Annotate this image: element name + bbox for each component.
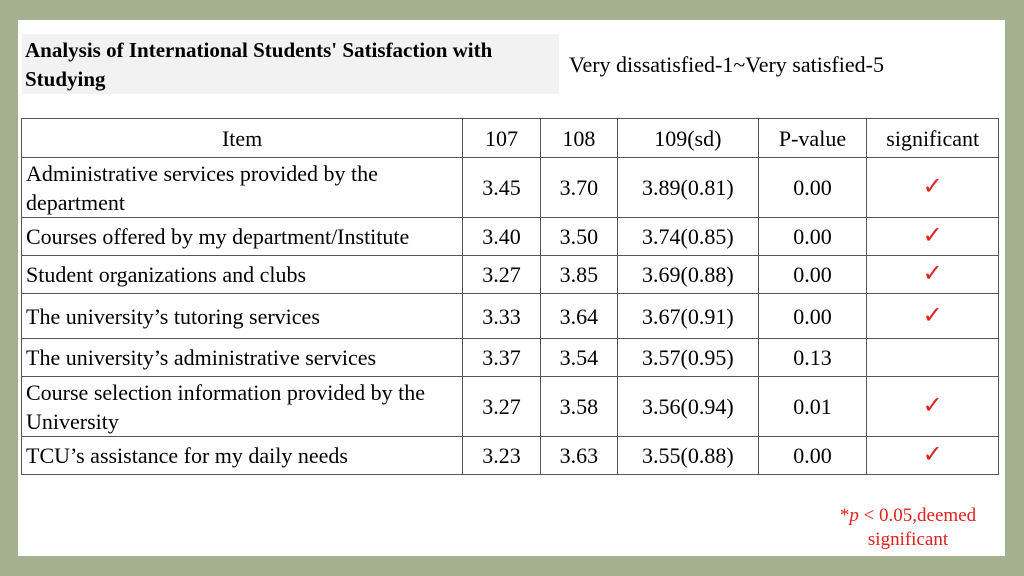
table-row	[22, 218, 999, 256]
table-row	[22, 294, 999, 339]
header-108: 108	[540, 119, 617, 158]
significance-footnote	[828, 504, 988, 552]
slide-title: Analysis of International Students' Satisfaction with Studying	[22, 34, 559, 94]
cell-107: 3.37	[463, 339, 540, 377]
results-table	[21, 118, 999, 475]
cell-107: 3.27	[463, 256, 540, 294]
table-header-row	[22, 119, 999, 158]
table-row	[22, 339, 999, 377]
check-icon: ✓	[867, 158, 999, 218]
cell-item: Administrative services provided by the department	[22, 158, 463, 218]
table-row	[22, 256, 999, 294]
cell-pvalue: 0.01	[758, 377, 867, 437]
table-row	[22, 377, 999, 437]
table-row	[22, 158, 999, 218]
header-pvalue: P-value	[758, 119, 867, 158]
cell-108: 3.64	[540, 294, 617, 339]
cell-pvalue: 0.00	[758, 437, 867, 475]
cell-109: 3.74(0.85)	[618, 218, 758, 256]
significance-cell	[867, 339, 999, 377]
cell-108: 3.63	[540, 437, 617, 475]
cell-109: 3.67(0.91)	[618, 294, 758, 339]
cell-109: 3.89(0.81)	[618, 158, 758, 218]
cell-107: 3.27	[463, 377, 540, 437]
cell-108: 3.70	[540, 158, 617, 218]
scale-note: Very dissatisfied-1~Very satisfied-5	[569, 52, 884, 77]
cell-pvalue: 0.00	[758, 158, 867, 218]
footnote-p: p	[849, 505, 859, 526]
cell-item: The university’s tutoring services	[22, 294, 463, 339]
cell-107: 3.40	[463, 218, 540, 256]
cell-109: 3.69(0.88)	[618, 256, 758, 294]
cell-109: 3.57(0.95)	[618, 339, 758, 377]
cell-item: TCU’s assistance for my daily needs	[22, 437, 463, 475]
check-icon: ✓	[867, 437, 999, 475]
header-109: 109(sd)	[618, 119, 758, 158]
cell-pvalue: 0.00	[758, 218, 867, 256]
cell-107: 3.23	[463, 437, 540, 475]
cell-pvalue: 0.00	[758, 294, 867, 339]
cell-108: 3.54	[540, 339, 617, 377]
cell-109: 3.55(0.88)	[618, 437, 758, 475]
cell-108: 3.58	[540, 377, 617, 437]
cell-item: Courses offered by my department/Institute	[22, 218, 463, 256]
check-icon: ✓	[867, 256, 999, 294]
cell-item: Course selection information provided by the University	[22, 377, 463, 437]
header-107: 107	[463, 119, 540, 158]
header-item: Item	[22, 119, 463, 158]
cell-107: 3.33	[463, 294, 540, 339]
cell-pvalue: 0.00	[758, 256, 867, 294]
check-icon: ✓	[867, 294, 999, 339]
footnote-star: *	[839, 505, 850, 526]
slide	[18, 20, 1005, 556]
cell-108: 3.50	[540, 218, 617, 256]
header-significant: significant	[867, 119, 999, 158]
cell-109: 3.56(0.94)	[618, 377, 758, 437]
cell-item: The university’s administrative services	[22, 339, 463, 377]
cell-item: Student organizations and clubs	[22, 256, 463, 294]
cell-pvalue: 0.13	[758, 339, 867, 377]
footnote-text: < 0.05,deemed significant	[858, 505, 977, 550]
check-icon: ✓	[867, 377, 999, 437]
table-row	[22, 437, 999, 475]
cell-108: 3.85	[540, 256, 617, 294]
cell-107: 3.45	[463, 158, 540, 218]
check-icon: ✓	[867, 218, 999, 256]
